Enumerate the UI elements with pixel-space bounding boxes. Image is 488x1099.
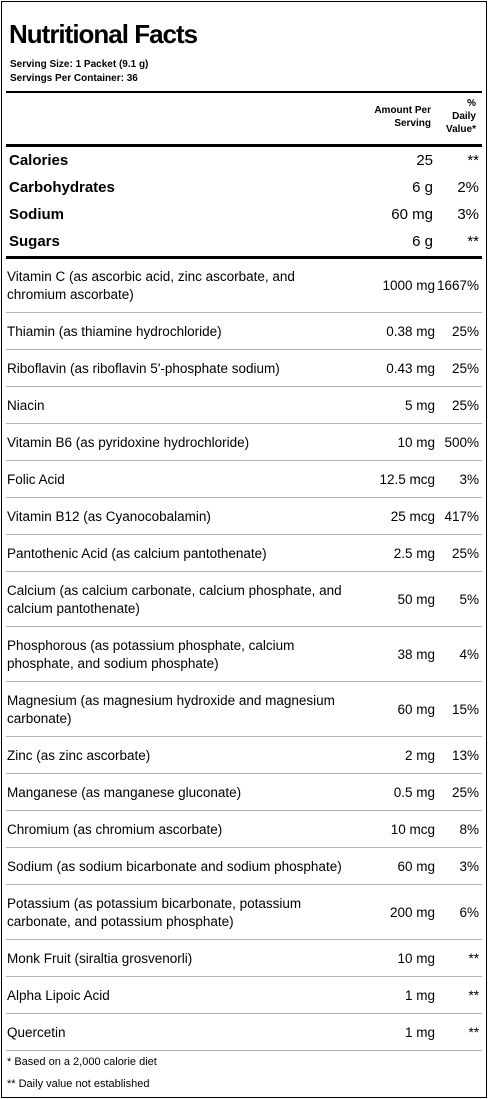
table-row — [7, 682, 479, 737]
daily-value: 15% — [451, 701, 479, 717]
amount-value: 2 mg — [404, 747, 435, 763]
table-row — [7, 1014, 479, 1051]
table-row — [7, 940, 479, 977]
servings-per-container: Servings Per Container: 36 — [10, 73, 138, 84]
table-row — [7, 737, 479, 774]
daily-value: 25% — [451, 397, 479, 413]
nutrient-name: Vitamin B12 (as Cyanocobalamin) — [7, 508, 211, 524]
nutrient-name: Pantothenic Acid (as calcium pantothenate) — [7, 545, 267, 561]
amount-value: 50 mg — [397, 591, 435, 607]
amount-value: 25 — [416, 152, 433, 169]
nutrient-name: Vitamin B6 (as pyridoxine hydrochloride) — [7, 434, 250, 450]
amount-value: 10 mg — [397, 434, 435, 450]
nutrient-name: Niacin — [7, 397, 45, 413]
nutrient-name: Manganese (as manganese gluconate) — [7, 784, 242, 800]
daily-value: 25% — [451, 545, 479, 561]
row-divider — [6, 1050, 482, 1051]
table-row — [7, 313, 479, 350]
table-row — [7, 572, 479, 627]
daily-value: 3% — [459, 471, 479, 487]
thick-rule-top — [6, 91, 482, 93]
amount-value: 10 mcg — [390, 821, 435, 837]
daily-value: 1667% — [436, 278, 479, 293]
nutrient-name: Magnesium (as magnesium hydroxide and magnesium carbonate) — [7, 692, 335, 726]
table-row — [7, 387, 479, 424]
nutrient-name: Carbohydrates — [9, 179, 115, 196]
panel-title: Nutritional Facts — [9, 19, 198, 49]
daily-value: 3% — [459, 858, 479, 874]
amount-value: 1 mg — [404, 1024, 435, 1040]
table-row — [7, 498, 479, 535]
nutrient-name: Sodium (as sodium bicarbonate and sodium phosphate) — [7, 858, 342, 874]
daily-value: 2% — [457, 179, 479, 196]
amount-value: 10 mg — [397, 950, 435, 966]
daily-value: 8% — [459, 821, 479, 837]
amount-value: 60 mg — [391, 206, 433, 223]
nutrient-name: Phosphorous (as potassium phosphate, calcium phosphate, and sodium phosphate) — [7, 637, 295, 671]
nutrient-name: Vitamin C (as ascorbic acid, zinc ascorbate, and chromium ascorbate) — [7, 269, 295, 302]
nutrient-name: Potassium (as potassium bicarbonate, potassium carbonate, and potassium phosphate) — [7, 895, 302, 929]
table-row — [7, 848, 479, 885]
daily-value: 5% — [459, 591, 479, 607]
daily-value: ** — [468, 1024, 479, 1040]
amount-value: 0.5 mg — [393, 784, 435, 800]
footnote-not-established: ** Daily value not established — [7, 1078, 150, 1090]
daily-value: 6% — [459, 904, 479, 920]
table-row — [7, 811, 479, 848]
table-row — [7, 774, 479, 811]
table-row — [7, 627, 479, 682]
daily-value: 25% — [451, 360, 479, 376]
amount-value: 6 g — [412, 179, 433, 196]
daily-value: ** — [468, 987, 479, 1003]
table-row — [7, 461, 479, 498]
daily-value: 417% — [444, 508, 479, 524]
nutrient-name: Calories — [9, 152, 69, 169]
nutrient-name: Folic Acid — [7, 471, 65, 487]
amount-value: 0.43 mg — [386, 360, 435, 376]
amount-value: 1000 mg — [382, 278, 435, 293]
main-row — [9, 147, 479, 174]
daily-value-header: % Daily Value* — [445, 98, 476, 135]
nutrient-name: Sodium — [9, 206, 64, 223]
daily-value: 4% — [459, 646, 479, 662]
amount-value: 60 mg — [397, 858, 435, 874]
daily-value: 500% — [444, 434, 479, 450]
table-row — [7, 424, 479, 461]
daily-value: ** — [467, 152, 479, 169]
nutrient-name: Quercetin — [7, 1024, 66, 1040]
amount-per-serving-header: Amount Per Serving — [374, 105, 431, 129]
amount-value: 200 mg — [389, 904, 435, 920]
nutrient-name: Zinc (as zinc ascorbate) — [7, 747, 151, 763]
nutrition-facts-panel — [1, 1, 487, 1098]
nutrient-name: Thiamin (as thiamine hydrochloride) — [7, 323, 222, 339]
table-row — [7, 350, 479, 387]
daily-value: 25% — [451, 784, 479, 800]
amount-value: 6 g — [412, 233, 433, 250]
amount-value: 12.5 mcg — [379, 471, 435, 487]
nutrient-name: Chromium (as chromium ascorbate) — [7, 821, 223, 837]
daily-value: ** — [468, 950, 479, 966]
nutrient-name: Calcium (as calcium carbonate, calcium phosphate, and calcium pantothenate) — [7, 582, 342, 616]
main-row — [9, 201, 479, 228]
table-row — [7, 977, 479, 1014]
amount-value: 38 mg — [397, 646, 435, 662]
nutrient-name: Sugars — [9, 233, 60, 250]
amount-value: 25 mcg — [390, 508, 435, 524]
nutrient-name: Monk Fruit (siraltia grosvenorli) — [7, 950, 193, 966]
amount-value: 60 mg — [397, 701, 435, 717]
main-row — [9, 228, 479, 255]
table-row — [7, 885, 479, 940]
daily-value: 25% — [451, 323, 479, 339]
amount-value: 0.38 mg — [386, 323, 435, 339]
daily-value: 3% — [457, 206, 479, 223]
nutrient-name: Alpha Lipoic Acid — [7, 987, 110, 1003]
table-row — [7, 535, 479, 572]
serving-size: Serving Size: 1 Packet (9.1 g) — [10, 59, 149, 70]
footnote-calorie-diet: * Based on a 2,000 calorie diet — [7, 1056, 157, 1068]
daily-value: ** — [467, 233, 479, 250]
amount-value: 5 mg — [404, 397, 435, 413]
nutrient-name: Riboflavin (as riboflavin 5'-phosphate sodium) — [7, 360, 280, 376]
amount-value: 2.5 mg — [393, 545, 435, 561]
amount-value: 1 mg — [404, 987, 435, 1003]
table-row — [7, 259, 479, 313]
main-row — [9, 174, 479, 201]
daily-value: 13% — [451, 747, 479, 763]
